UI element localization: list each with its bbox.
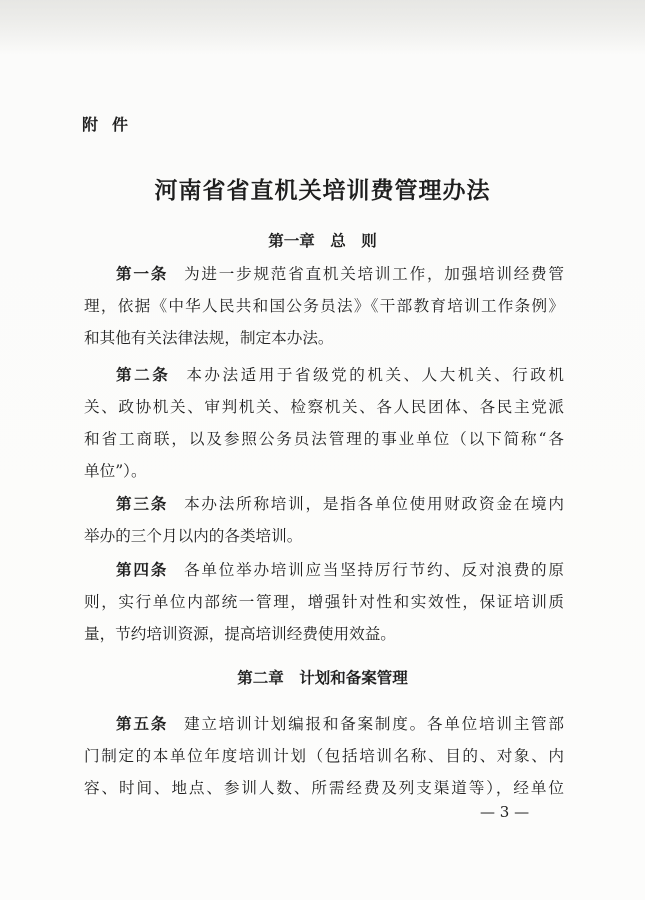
page-number: — 3 — bbox=[480, 803, 530, 821]
article-3-line-1 bbox=[116, 492, 564, 516]
article-1-number: 第一条 bbox=[116, 265, 169, 283]
attachment-label: 附件 bbox=[82, 115, 143, 134]
article-5-number: 第五条 bbox=[116, 715, 169, 733]
article-4-text: 各单位举办培训应当坚持厉行节约、反对浪费的原 bbox=[184, 561, 564, 579]
article-1-line-2: 理，依据《中华人民共和国公务员法》《干部教育培训工作条例》 bbox=[84, 297, 564, 315]
article-1-line-3: 和其他有关法律法规，制定本办法。 bbox=[84, 329, 334, 347]
article-2-line-3: 和省工商联，以及参照公务员法管理的事业单位（以下简称“各 bbox=[84, 430, 564, 448]
article-2-text: 本办法适用于省级党的机关、人大机关、行政机 bbox=[186, 366, 564, 384]
article-4-line-1 bbox=[116, 558, 564, 582]
article-2-number: 第二条 bbox=[116, 366, 171, 384]
scan-shadow bbox=[0, 0, 645, 55]
article-3-number: 第三条 bbox=[116, 495, 169, 513]
article-5-line-3: 容、时间、地点、参训人数、所需经费及列支渠道等），经单位 bbox=[84, 779, 564, 797]
article-2-line-2: 关、政协机关、审判机关、检察机关、各人民团体、各民主党派 bbox=[84, 398, 564, 416]
article-2-line-1 bbox=[116, 363, 564, 387]
chapter-1-heading: 第一章 总 则 bbox=[268, 232, 377, 250]
article-4-line-3: 量，节约培训资源，提高培训经费使用效益。 bbox=[84, 625, 396, 643]
article-5-line-1 bbox=[116, 712, 564, 736]
article-3-text: 本办法所称培训，是指各单位使用财政资金在境内 bbox=[184, 495, 564, 513]
article-1-line-1 bbox=[116, 262, 564, 286]
article-4-line-2: 则，实行单位内部统一管理，增强针对性和实效性，保证培训质 bbox=[84, 593, 564, 611]
document-title: 河南省省直机关培训费管理办法 bbox=[154, 178, 491, 204]
chapter-2-heading: 第二章 计划和备案管理 bbox=[237, 669, 408, 687]
article-5-line-2: 门制定的本单位年度培训计划（包括培训名称、目的、对象、内 bbox=[84, 747, 564, 765]
article-4-number: 第四条 bbox=[116, 561, 169, 579]
article-3-line-2: 举办的三个月以内的各类培训。 bbox=[84, 527, 303, 545]
article-1-text: 为进一步规范省直机关培训工作，加强培训经费管 bbox=[184, 265, 564, 283]
article-2-line-4: 单位”）。 bbox=[84, 462, 147, 480]
article-5-text: 建立培训计划编报和备案制度。各单位培训主管部 bbox=[184, 715, 564, 733]
